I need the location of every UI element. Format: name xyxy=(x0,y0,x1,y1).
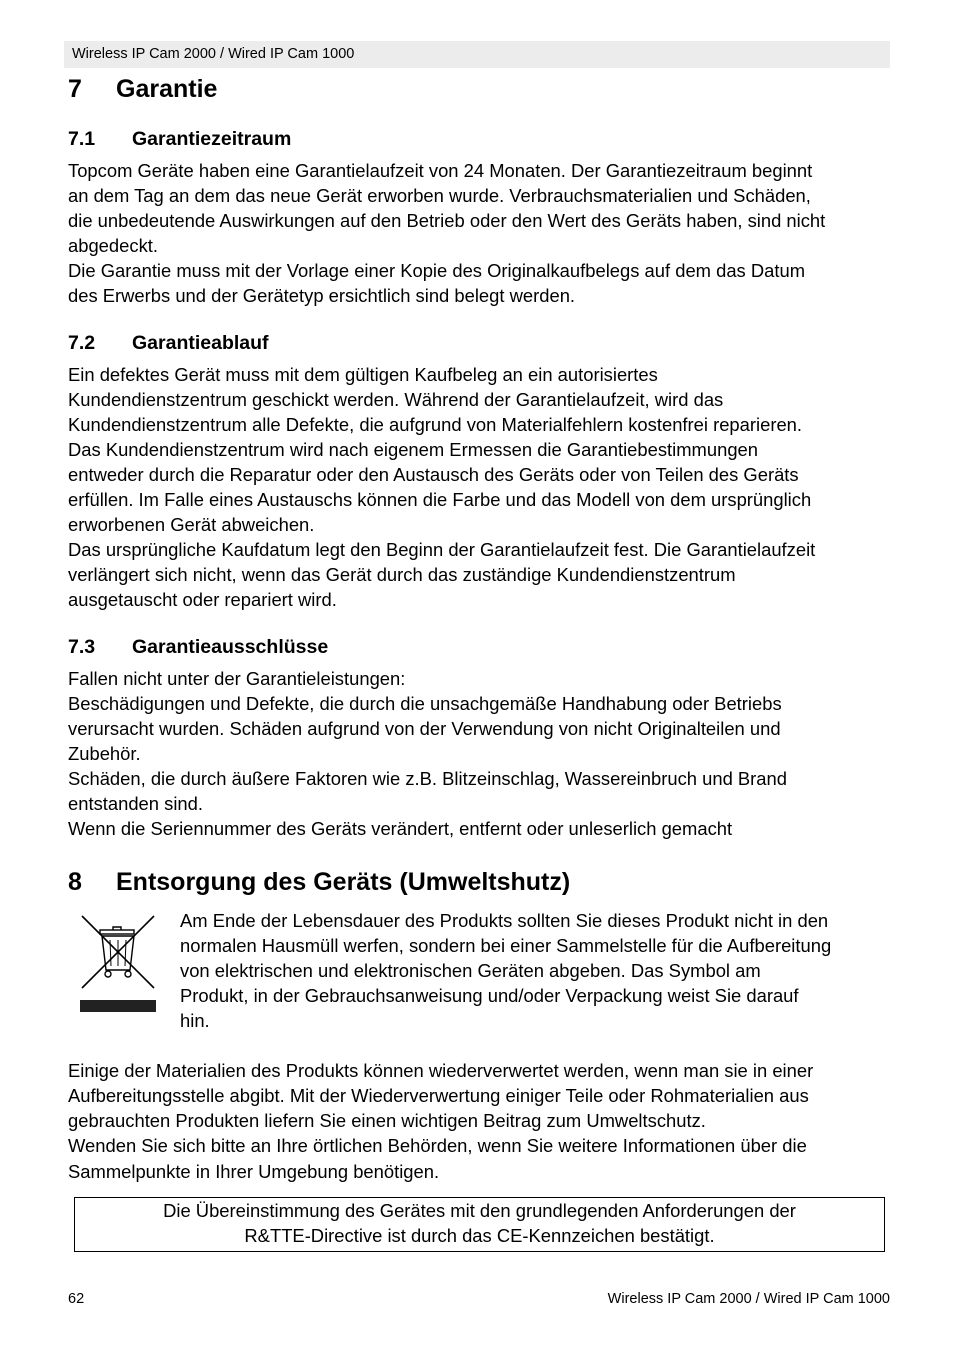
subsection-7-2-heading xyxy=(68,331,269,355)
text-line: Die Übereinstimmung des Gerätes mit den grundlegenden Anforderungen der xyxy=(163,1200,796,1221)
section-number: 8 xyxy=(68,868,82,896)
footer-title: Wireless IP Cam 2000 / Wired IP Cam 1000 xyxy=(607,1291,890,1307)
section-title: Entsorgung des Geräts (Umweltshutz) xyxy=(116,868,571,896)
text-line: abgedeckt. xyxy=(68,235,158,256)
text-line: Das Kundendienstzentrum wird nach eigenem Ermessen die Garantiebestimmungen xyxy=(68,439,759,460)
ce-conformity-box xyxy=(74,1197,885,1252)
subsection-number: 7.3 xyxy=(68,636,96,658)
disposal-notice xyxy=(180,908,900,1033)
text-line: Fallen nicht unter der Garantieleistungen: xyxy=(68,668,406,689)
subsection-title: Garantieablauf xyxy=(132,332,269,354)
text-line: entweder durch die Reparatur oder den Austausch des Geräts oder von Teilen des Geräts xyxy=(68,464,799,485)
text-line: R&TTE-Directive ist durch das CE-Kennzeichen bestätigt. xyxy=(244,1225,715,1246)
text-line: Am Ende der Lebensdauer des Produkts sollten Sie dieses Produkt nicht in den xyxy=(180,910,829,931)
text-line: Kundendienstzentrum alle Defekte, die aufgrund von Materialfehlern kostenfrei reparieren. xyxy=(68,414,803,435)
subsection-7-3-heading xyxy=(68,635,328,659)
section-8-body xyxy=(68,1058,898,1184)
text-line: an dem Tag an dem das neue Gerät erworben wurde. Verbrauchsmaterialien und Schäden, xyxy=(68,185,811,206)
running-header xyxy=(64,41,890,68)
text-line: Sammelpunkte in Ihrer Umgebung benötigen. xyxy=(68,1161,440,1182)
text-line: Kundendienstzentrum geschickt werden. Während der Garantielaufzeit, wird das xyxy=(68,389,724,410)
text-line: Schäden, die durch äußere Faktoren wie z.B. Blitzeinschlag, Wassereinbruch und Brand xyxy=(68,768,787,789)
subsection-7-3-body xyxy=(68,666,898,841)
text-line: normalen Hausmüll werfen, sondern bei einer Sammelstelle für die Aufbereitung xyxy=(180,935,832,956)
text-line: Topcom Geräte haben eine Garantielaufzeit von 24 Monaten. Der Garantiezeitraum beginnt xyxy=(68,160,813,181)
text-line: Zubehör. xyxy=(68,743,141,764)
text-line: Wenn die Seriennummer des Geräts verändert, entfernt oder unleserlich gemacht xyxy=(68,818,733,839)
section-8-heading xyxy=(68,867,570,897)
crossed-out-wheelie-bin-icon xyxy=(80,914,156,1014)
text-line: hin. xyxy=(180,1010,210,1031)
text-line: Das ursprüngliche Kaufdatum legt den Beginn der Garantielaufzeit fest. Die Garantielaufzeit xyxy=(68,539,816,560)
subsection-number: 7.2 xyxy=(68,332,96,354)
subsection-7-2-body xyxy=(68,362,898,612)
subsection-7-1-body xyxy=(68,158,898,308)
text-line: des Erwerbs und der Gerätetyp ersichtlich sind belegt werden. xyxy=(68,285,576,306)
text-line: von elektrischen und elektronischen Geräten abgeben. Das Symbol am xyxy=(180,960,761,981)
text-line: erfüllen. Im Falle eines Austauschs können die Farbe und das Modell von dem ursprünglich xyxy=(68,489,812,510)
text-line: gebrauchten Produkten liefern Sie einen wichtigen Beitrag zum Umweltschutz. xyxy=(68,1110,706,1131)
subsection-7-1-heading xyxy=(68,127,291,151)
text-line: die unbedeutende Auswirkungen auf den Betrieb oder den Wert des Geräts haben, sind nicht xyxy=(68,210,826,231)
subsection-title: Garantieausschlüsse xyxy=(132,636,329,658)
section-number: 7 xyxy=(68,75,82,103)
text-line: ausgetauscht oder repariert wird. xyxy=(68,589,337,610)
text-line: entstanden sind. xyxy=(68,793,203,814)
section-title: Garantie xyxy=(116,75,218,103)
text-line: erworbenen Gerät abweichen. xyxy=(68,514,315,535)
text-line: Einige der Materialien des Produkts können wiederverwertet werden, wenn man sie in einer xyxy=(68,1060,814,1081)
subsection-number: 7.1 xyxy=(68,128,96,150)
text-line: Ein defektes Gerät muss mit dem gültigen Kaufbeleg an ein autorisiertes xyxy=(68,364,658,385)
section-7-heading xyxy=(68,74,217,104)
text-line: Die Garantie muss mit der Vorlage einer Kopie des Originalkaufbelegs auf dem das Datum xyxy=(68,260,806,281)
text-line: verlängert sich nicht, wenn das Gerät durch das zuständige Kundendienstzentrum xyxy=(68,564,736,585)
page-number: 62 xyxy=(68,1291,85,1307)
header-title: Wireless IP Cam 2000 / Wired IP Cam 1000 xyxy=(72,46,355,62)
text-line: Beschädigungen und Defekte, die durch die unsachgemäße Handhabung oder Betriebs xyxy=(68,693,782,714)
text-line: Produkt, in der Gebrauchsanweisung und/oder Verpackung weist Sie darauf xyxy=(180,985,799,1006)
subsection-title: Garantiezeitraum xyxy=(132,128,292,150)
text-line: Aufbereitungsstelle abgibt. Mit der Wiederverwertung einiger Teile oder Rohmaterialien aus xyxy=(68,1085,809,1106)
text-line: verursacht wurden. Schäden aufgrund von der Verwendung von nicht Originalteilen und xyxy=(68,718,781,739)
text-line: Wenden Sie sich bitte an Ihre örtlichen Behörden, wenn Sie weitere Informationen über die xyxy=(68,1135,807,1156)
